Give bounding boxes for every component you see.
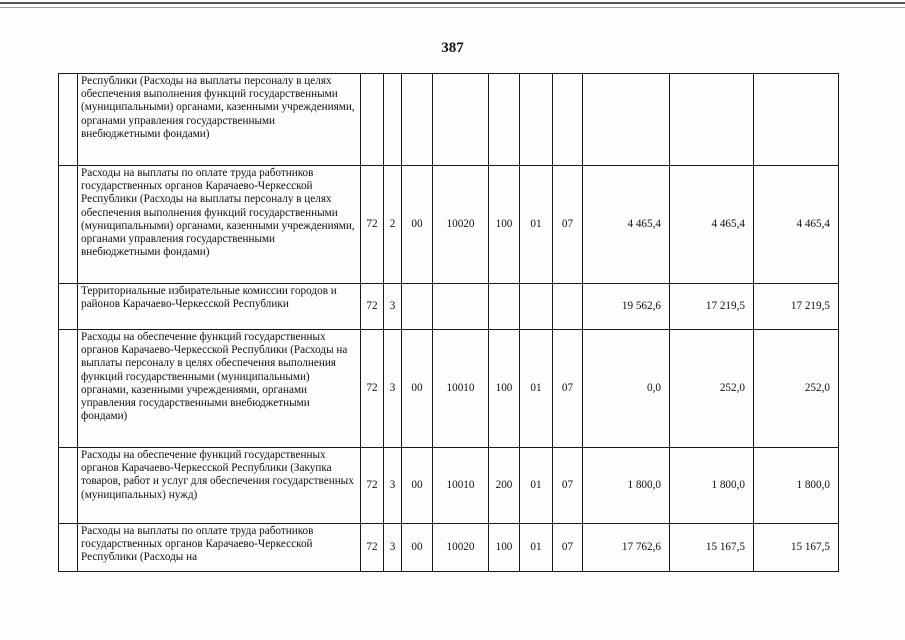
code-cell: 200 <box>489 448 520 524</box>
table-row <box>59 330 839 448</box>
amount-cell: 17 219,5 <box>754 284 839 330</box>
code-cell: 07 <box>553 524 583 572</box>
table-row <box>59 284 839 330</box>
code-cell <box>553 284 583 330</box>
amount-cell: 1 800,0 <box>754 448 839 524</box>
code-cell: 3 <box>384 330 402 448</box>
code-cell: 07 <box>553 330 583 448</box>
code-cell: 100 <box>489 524 520 572</box>
description-cell: Расходы на обеспечение функций государственных органов Карачаево-Черкесской Республики (Расходы на выплаты персоналу в целях обеспечения выполнения функций государственными (муниципальными) органами, казенными учреждениями, органами управления государственными внебюджетными фондами) <box>78 330 361 448</box>
table-row <box>59 448 839 524</box>
code-cell: 00 <box>402 524 433 572</box>
code-cell: 100 <box>489 330 520 448</box>
amount-cell: 15 167,5 <box>754 524 839 572</box>
code-cell: 00 <box>402 448 433 524</box>
description-cell: Расходы на обеспечение функций государственных органов Карачаево-Черкесской Республики (Закупка товаров, работ и услуг для обеспечения государственных (муниципальных) нужд) <box>78 448 361 524</box>
page-top-edge <box>0 2 905 8</box>
code-cell <box>553 74 583 166</box>
amount-cell: 252,0 <box>754 330 839 448</box>
code-cell: 100 <box>489 166 520 284</box>
code-cell <box>402 74 433 166</box>
table-row <box>59 524 839 572</box>
amount-cell: 19 562,6 <box>583 284 670 330</box>
amount-cell <box>583 74 670 166</box>
amount-cell: 1 800,0 <box>670 448 754 524</box>
row-marker-cell <box>59 524 78 572</box>
code-cell: 00 <box>402 330 433 448</box>
code-cell: 72 <box>361 166 384 284</box>
amount-cell: 17 219,5 <box>670 284 754 330</box>
amount-cell: 4 465,4 <box>670 166 754 284</box>
description-cell: Территориальные избирательные комиссии городов и районов Карачаево-Черкесской Республики <box>78 284 361 330</box>
code-cell <box>520 74 553 166</box>
code-cell: 2 <box>384 166 402 284</box>
code-cell: 01 <box>520 166 553 284</box>
row-marker-cell <box>59 74 78 166</box>
code-cell <box>361 74 384 166</box>
code-cell <box>433 284 489 330</box>
code-cell: 3 <box>384 284 402 330</box>
code-cell: 07 <box>553 448 583 524</box>
amount-cell: 0,0 <box>583 330 670 448</box>
code-cell: 01 <box>520 330 553 448</box>
code-cell: 72 <box>361 448 384 524</box>
code-cell: 72 <box>361 284 384 330</box>
amount-cell: 252,0 <box>670 330 754 448</box>
amount-cell: 17 762,6 <box>583 524 670 572</box>
code-cell: 10020 <box>433 166 489 284</box>
code-cell: 07 <box>553 166 583 284</box>
amount-cell: 4 465,4 <box>754 166 839 284</box>
code-cell: 10010 <box>433 330 489 448</box>
row-marker-cell <box>59 166 78 284</box>
code-cell: 72 <box>361 524 384 572</box>
description-cell: Расходы на выплаты по оплате труда работников государственных органов Карачаево-Черкесской Республики (Расходы на <box>78 524 361 572</box>
code-cell <box>520 284 553 330</box>
amount-cell: 1 800,0 <box>583 448 670 524</box>
page-number: 387 <box>441 40 464 56</box>
amount-cell: 15 167,5 <box>670 524 754 572</box>
table-row <box>59 74 839 166</box>
code-cell: 72 <box>361 330 384 448</box>
budget-table-body <box>59 74 839 572</box>
code-cell: 01 <box>520 524 553 572</box>
row-marker-cell <box>59 284 78 330</box>
code-cell: 00 <box>402 166 433 284</box>
code-cell <box>402 284 433 330</box>
code-cell <box>433 74 489 166</box>
code-cell: 3 <box>384 524 402 572</box>
description-cell: Расходы на выплаты по оплате труда работников государственных органов Карачаево-Черкесской Республики (Расходы на выплаты персоналу в целях обеспечения выполнения функций государственными (муниципальными) органами, казенными учреждениями, органами управления государственными внебюджетными фондами) <box>78 166 361 284</box>
code-cell: 01 <box>520 448 553 524</box>
budget-table <box>58 73 839 572</box>
row-marker-cell <box>59 330 78 448</box>
code-cell <box>489 74 520 166</box>
row-marker-cell <box>59 448 78 524</box>
code-cell: 10010 <box>433 448 489 524</box>
amount-cell <box>670 74 754 166</box>
code-cell: 3 <box>384 448 402 524</box>
code-cell <box>489 284 520 330</box>
amount-cell <box>754 74 839 166</box>
description-cell: Республики (Расходы на выплаты персоналу в целях обеспечения выполнения функций государственными (муниципальными) органами, казенными учреждениями, органами управления государственными внебюджетными фондами) <box>78 74 361 166</box>
amount-cell: 4 465,4 <box>583 166 670 284</box>
code-cell <box>384 74 402 166</box>
code-cell: 10020 <box>433 524 489 572</box>
table-row <box>59 166 839 284</box>
